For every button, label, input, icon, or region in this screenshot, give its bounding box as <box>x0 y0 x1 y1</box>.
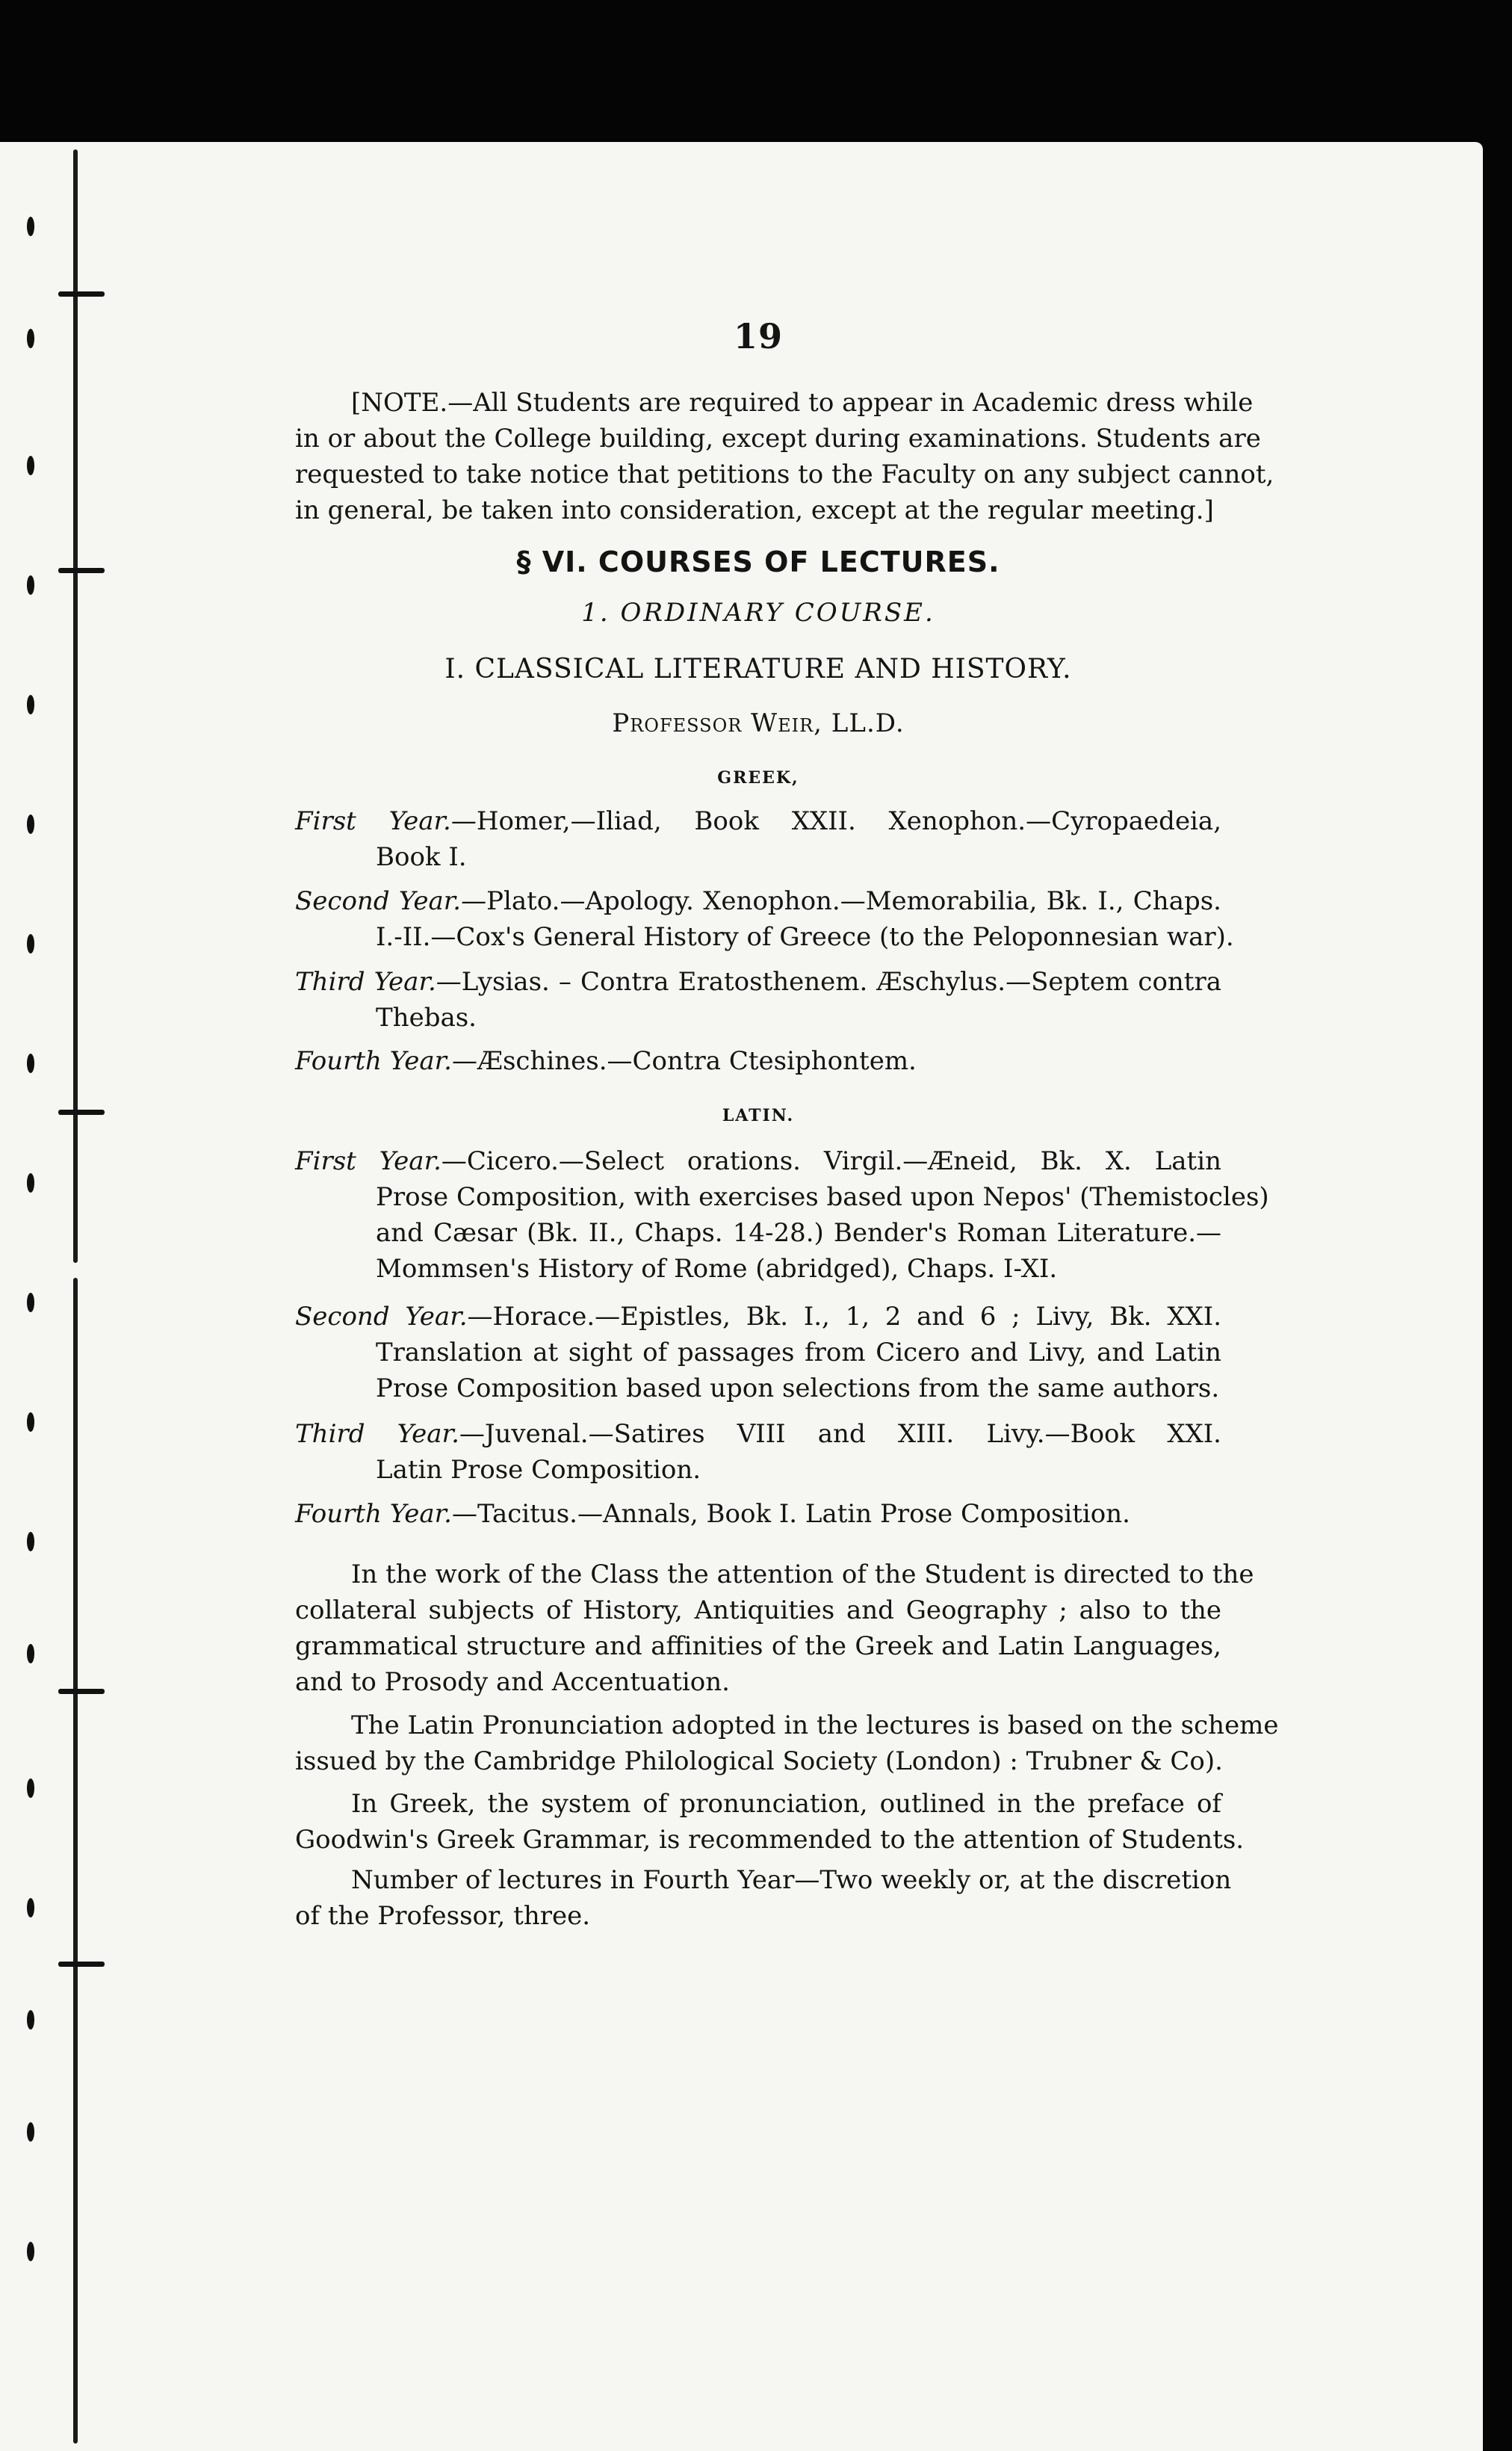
entry-text: Prose Composition, with exercises based upon Nepos' (Themistocles) <box>376 1182 1269 1212</box>
text-line: in general, be taken into consideration, except at the regular meeting.] <box>295 495 1214 525</box>
greek-heading: GREEK, <box>717 768 799 788</box>
text-line: In Greek, the system of pronunciation, outlined in the preface of <box>351 1789 1221 1819</box>
punch-hole <box>27 695 34 714</box>
punch-hole <box>27 2122 34 2142</box>
punch-hole <box>27 217 34 236</box>
note-paragraph <box>295 385 1274 528</box>
punch-hole <box>27 1173 34 1193</box>
punch-hole <box>27 934 34 953</box>
punch-hole <box>27 815 34 834</box>
entry-text: Mommsen's History of Rome (abridged), Chaps. I-XI. <box>376 1254 1058 1284</box>
text-line: in or about the College building, except during examinations. Students are <box>295 424 1261 454</box>
text-line: requested to take notice that petitions to the Faculty on any subject cannot, <box>295 460 1274 489</box>
punch-hole <box>27 456 34 475</box>
punch-hole <box>27 2242 34 2261</box>
course-entry <box>295 803 1221 875</box>
body-paragraph <box>295 1862 1232 1934</box>
document-page <box>0 142 1483 2451</box>
punch-hole <box>27 575 34 595</box>
entry-text: Latin Prose Composition. <box>376 1455 701 1485</box>
course-entry <box>295 1143 1269 1287</box>
text-line: collateral subjects of History, Antiquities and Geography ; also to the <box>295 1595 1221 1625</box>
page-binding <box>52 142 105 2451</box>
course-entry <box>295 1299 1221 1406</box>
year-label: Fourth Year. <box>295 1046 452 1076</box>
course-entry <box>295 1043 1221 1079</box>
binding-stitch <box>58 1962 105 1967</box>
binding-line <box>73 1278 78 2444</box>
text-line: The Latin Pronunciation adopted in the lectures is based on the scheme <box>351 1710 1279 1740</box>
punch-hole <box>27 1412 34 1432</box>
entry-text: Book I. <box>376 842 467 872</box>
year-label: First Year. <box>295 806 451 836</box>
text-line: Number of lectures in Fourth Year—Two weekly or, at the discretion <box>351 1865 1232 1895</box>
punch-hole <box>27 1778 34 1798</box>
body-paragraph <box>295 1557 1254 1700</box>
punch-hole <box>27 1898 34 1917</box>
year-label: Second Year. <box>295 1302 468 1332</box>
year-label: Third Year. <box>295 1419 459 1449</box>
text-line: of the Professor, three. <box>295 1901 591 1931</box>
punch-hole <box>27 1054 34 1073</box>
entry-text: and Cæsar (Bk. II., Chaps. 14-28.) Bender's Roman Literature.— <box>376 1218 1221 1248</box>
text-line: and to Prosody and Accentuation. <box>295 1667 730 1697</box>
entry-text: —Æschines.—Contra Ctesiphontem. <box>451 1046 917 1076</box>
punch-hole <box>27 329 34 348</box>
entry-text: —Cicero.—Select orations. Virgil.—Æneid, Bk. X. Latin <box>441 1146 1221 1176</box>
binding-stitch <box>58 291 105 297</box>
punch-hole <box>27 1532 34 1551</box>
entry-text: Thebas. <box>376 1003 477 1033</box>
binding-stitch <box>58 568 105 573</box>
text-line: grammatical structure and affinities of the Greek and Latin Languages, <box>295 1631 1221 1661</box>
course-heading: 1. ORDINARY COURSE. <box>581 598 935 628</box>
course-entry <box>295 883 1234 955</box>
subject-heading: I. CLASSICAL LITERATURE AND HISTORY. <box>444 654 1072 684</box>
entry-text: —Plato.—Apology. Xenophon.—Memorabilia, Bk. I., Chaps. <box>461 886 1221 916</box>
entry-text: —Homer,—Iliad, Book XXII. Xenophon.—Cyropaedeia, <box>450 806 1222 836</box>
entry-text: —Juvenal.—Satires VIII and XIII. Livy.—Book XXI. <box>459 1419 1221 1449</box>
binding-line <box>73 149 78 1263</box>
entry-text: Prose Composition based upon selections from the same authors. <box>376 1373 1220 1403</box>
binding-stitch <box>58 1689 105 1694</box>
text-line: issued by the Cambridge Philological Society (London) : Trubner & Co). <box>295 1746 1223 1776</box>
text-line: Goodwin's Greek Grammar, is recommended to the attention of Students. <box>295 1825 1245 1855</box>
entry-text: —Tacitus.—Annals, Book I. Latin Prose Composition. <box>451 1499 1130 1529</box>
professor-name: Professor Weir, LL.D. <box>612 708 905 738</box>
entry-text: —Horace.—Epistles, Bk. I., 1, 2 and 6 ; Livy, Bk. XXI. <box>467 1302 1221 1332</box>
entry-text: Translation at sight of passages from Cicero and Livy, and Latin <box>376 1338 1221 1367</box>
section-heading: § VI. COURSES OF LECTURES. <box>516 545 1000 578</box>
year-label: First Year. <box>295 1146 441 1176</box>
punch-hole <box>27 2010 34 2030</box>
page-number: 19 <box>733 316 783 356</box>
course-entry <box>295 1496 1221 1532</box>
punch-hole <box>27 1293 34 1312</box>
course-entry <box>295 1416 1221 1488</box>
year-label: Second Year. <box>295 886 462 916</box>
entry-text: I.-II.—Cox's General History of Greece (to the Peloponnesian war). <box>376 922 1234 952</box>
text-line: In the work of the Class the attention of the Student is directed to the <box>351 1560 1254 1589</box>
body-paragraph <box>295 1707 1279 1779</box>
latin-heading: LATIN. <box>722 1106 795 1125</box>
body-paragraph <box>295 1786 1245 1858</box>
binding-stitch <box>58 1110 105 1115</box>
entry-text: —Lysias. – Contra Eratosthenem. Æschylus.—Septem contra <box>436 967 1221 997</box>
year-label: Third Year. <box>295 967 436 997</box>
year-label: Fourth Year. <box>295 1499 452 1529</box>
text-line: [NOTE.—All Students are required to appear in Academic dress while <box>351 388 1254 418</box>
course-entry <box>295 964 1221 1036</box>
punch-hole <box>27 1644 34 1663</box>
